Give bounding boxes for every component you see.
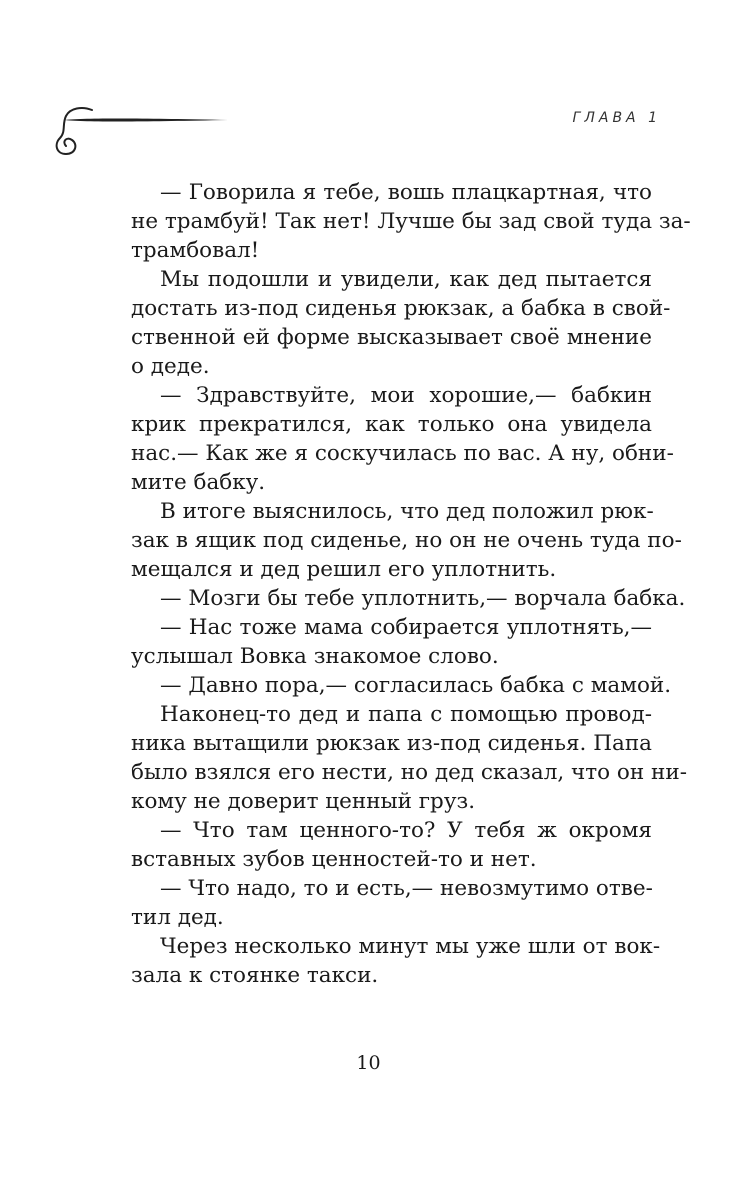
text-line: о деде. xyxy=(131,354,210,379)
text-line: — Говорила я тебе, вошь плацкартная, что xyxy=(160,180,652,205)
text-line: услышал Вовка знакомое слово. xyxy=(131,644,499,669)
paragraph xyxy=(131,497,682,584)
paragraph xyxy=(131,381,674,497)
text-line: ственной ей форме высказывает своё мнение xyxy=(131,325,652,350)
text-line: достать из-под сиденья рюкзак, а бабка в свой- xyxy=(131,296,671,321)
page-header xyxy=(0,0,737,170)
paragraph xyxy=(131,613,652,671)
text-line: — Здравствуйте, мои хорошие,— бабкин xyxy=(160,383,652,408)
text-line: мещался и дед решил его уплотнить. xyxy=(131,557,557,582)
text-line: крик прекратился, как только она увидела xyxy=(131,412,652,437)
text-line: Мы подошли и увидели, как дед пытается xyxy=(160,267,652,292)
paragraph xyxy=(131,178,691,265)
text-line: Через несколько минут мы уже шли от вок- xyxy=(160,934,661,959)
text-line: — Что надо, то и есть,— невозмутимо отве- xyxy=(160,876,653,901)
text-line: тил дед. xyxy=(131,905,224,930)
text-line: мите бабку. xyxy=(131,470,266,495)
text-line: — Что там ценного-то? У тебя ж окромя xyxy=(160,818,652,843)
paragraph xyxy=(131,932,661,990)
text-line: зала к стоянке такси. xyxy=(131,963,379,988)
text-line: Наконец-то дед и папа с помощью провод- xyxy=(160,702,652,727)
paragraph xyxy=(131,584,686,613)
text-line: — Нас тоже мама собирается уплотнять,— xyxy=(160,615,652,640)
text-line: В итоге выяснилось, что дед положил рюк- xyxy=(160,499,654,524)
text-line: — Мозги бы тебе уплотнить,— ворчала бабка. xyxy=(160,586,686,611)
text-line: зак в ящик под сиденье, но он не очень туда по- xyxy=(131,528,682,553)
text-line: вставных зубов ценностей-то и нет. xyxy=(131,847,537,872)
paragraph xyxy=(131,874,652,932)
text-line: было взялся его нести, но дед сказал, что он ни- xyxy=(131,760,687,785)
text-line: кому не доверит ценный груз. xyxy=(131,789,476,814)
text-line: — Давно пора,— согласилась бабка с мамой. xyxy=(160,673,672,698)
text-line: ника вытащили рюкзак из-под сиденья. Папа xyxy=(131,731,652,756)
flourish-ornament-icon xyxy=(52,100,232,160)
page-number: 10 xyxy=(356,1052,381,1074)
chapter-label: ГЛАВА 1 xyxy=(572,110,661,126)
text-line: трамбовал! xyxy=(131,238,260,263)
paragraph xyxy=(131,671,672,700)
text-line: нас.— Как же я соскучилась по вас. А ну, обни- xyxy=(131,441,674,466)
body-text xyxy=(131,178,691,990)
paragraph xyxy=(131,700,687,816)
text-line: не трамбуй! Так нет! Лучше бы зад свой туда за- xyxy=(131,209,691,234)
paragraph xyxy=(131,816,652,874)
paragraph xyxy=(131,265,671,381)
